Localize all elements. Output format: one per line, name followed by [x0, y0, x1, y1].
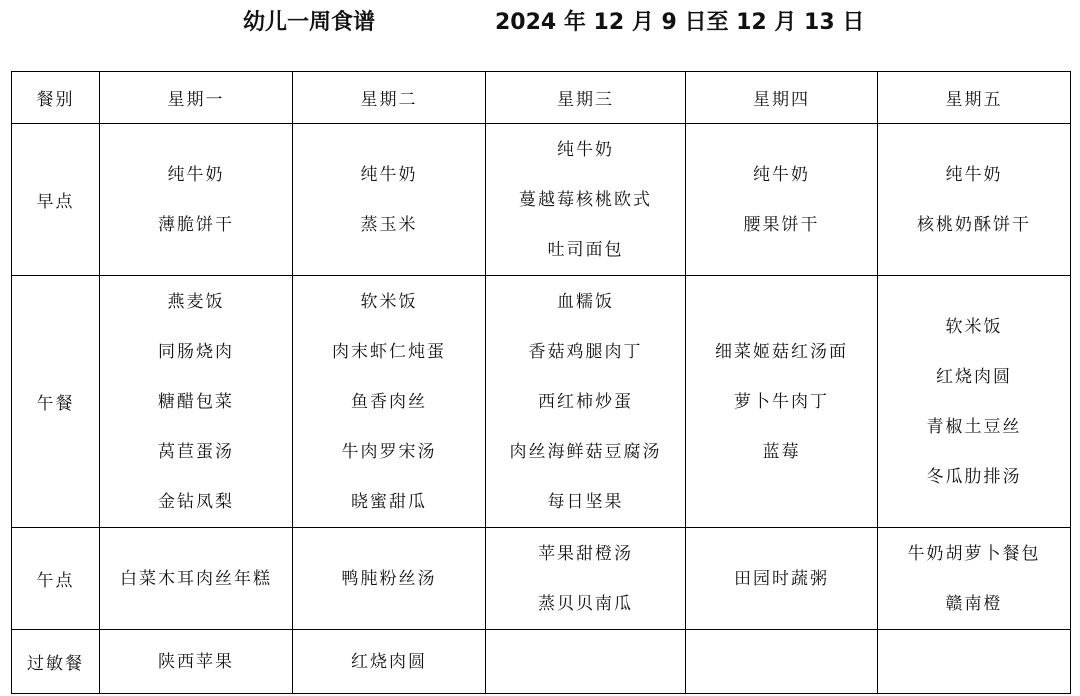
meal-label-allergy: 过敏餐	[12, 630, 100, 694]
menu-cell-snack-friday	[878, 528, 1071, 630]
dish: 蒸玉米	[360, 214, 418, 235]
menu-cell-breakfast-wednesday	[486, 124, 686, 276]
dish: 赣南橙	[945, 593, 1003, 614]
menu-cell-lunch-wednesday	[486, 276, 686, 528]
dish: 青椒土豆丝	[926, 416, 1022, 437]
menu-cell-snack-thursday	[686, 528, 878, 630]
dish: 冬瓜肋排汤	[926, 466, 1022, 487]
dish: 肉末虾仁炖蛋	[332, 341, 446, 362]
page-title: 幼儿一周食谱	[243, 10, 376, 35]
menu-cell-snack-monday	[100, 528, 293, 630]
table-row-afternoon-snack	[12, 528, 1071, 630]
table-row-allergy-meal	[12, 630, 1071, 694]
dish: 每日坚果	[547, 491, 624, 512]
dish: 西红柿炒蛋	[538, 391, 633, 412]
dish: 蒸贝贝南瓜	[538, 593, 633, 614]
dish: 白菜木耳肉丝年糕	[120, 568, 272, 589]
dish: 牛肉罗宋汤	[341, 441, 437, 462]
dish: 肉丝海鲜菇豆腐汤	[509, 441, 662, 462]
dish: 晓蜜甜瓜	[351, 491, 427, 512]
menu-cell-breakfast-tuesday	[293, 124, 486, 276]
page-header	[0, 6, 1080, 40]
dish: 吐司面包	[547, 239, 624, 260]
dish: 软米饭	[360, 291, 418, 312]
dish: 燕麦饭	[167, 291, 225, 312]
dish: 萝卜牛肉丁	[734, 391, 829, 412]
dish: 鱼香肉丝	[351, 391, 427, 412]
dish: 纯牛奶	[167, 164, 225, 185]
menu-cell-breakfast-thursday	[686, 124, 878, 276]
dish: 香菇鸡腿肉丁	[528, 341, 643, 362]
dish: 苹果甜橙汤	[538, 543, 633, 564]
dish: 核桃奶酥饼干	[917, 214, 1031, 235]
dish: 红烧肉圆	[936, 366, 1012, 387]
dish: 鸭肫粉丝汤	[341, 568, 437, 589]
dish: 田园时蔬粥	[734, 568, 829, 589]
menu-cell-lunch-thursday	[686, 276, 878, 528]
dish: 牛奶胡萝卜餐包	[907, 543, 1041, 564]
meal-label-afternoon-snack: 午点	[12, 528, 100, 630]
dish: 纯牛奶	[945, 164, 1003, 185]
dish: 软米饭	[945, 316, 1003, 337]
dish: 莴苣蛋汤	[158, 441, 234, 462]
column-header-wednesday: 星期三	[486, 72, 686, 124]
dish: 细菜姬菇红汤面	[715, 341, 848, 362]
column-header-monday: 星期一	[100, 72, 293, 124]
dish: 陕西苹果	[158, 651, 234, 672]
meal-label-breakfast: 早点	[12, 124, 100, 276]
column-header-tuesday: 星期二	[293, 72, 486, 124]
weekly-menu-table	[11, 71, 1071, 694]
dish: 蔓越莓核桃欧式	[519, 189, 652, 210]
menu-cell-lunch-tuesday	[293, 276, 486, 528]
menu-cell-snack-wednesday	[486, 528, 686, 630]
menu-cell-allergy-thursday	[686, 630, 878, 694]
dish: 红烧肉圆	[351, 651, 427, 672]
menu-cell-allergy-monday	[100, 630, 293, 694]
dish: 同肠烧肉	[158, 341, 234, 362]
menu-cell-lunch-friday	[878, 276, 1071, 528]
table-row-breakfast	[12, 124, 1071, 276]
dish: 腰果饼干	[743, 214, 820, 235]
dish: 蓝莓	[762, 441, 801, 462]
menu-cell-snack-tuesday	[293, 528, 486, 630]
menu-cell-allergy-wednesday	[486, 630, 686, 694]
dish: 薄脆饼干	[158, 214, 234, 235]
dish: 糖醋包菜	[158, 391, 234, 412]
table-header-row	[12, 72, 1071, 124]
date-range: 2024 年 12 月 9 日至 12 月 13 日	[495, 10, 865, 35]
menu-cell-allergy-tuesday	[293, 630, 486, 694]
table-row-lunch	[12, 276, 1071, 528]
column-header-thursday: 星期四	[686, 72, 878, 124]
column-header-meal: 餐别	[12, 72, 100, 124]
menu-cell-lunch-monday	[100, 276, 293, 528]
meal-label-lunch: 午餐	[12, 276, 100, 528]
dish: 纯牛奶	[557, 139, 614, 160]
dish: 纯牛奶	[360, 164, 418, 185]
dish: 纯牛奶	[753, 164, 810, 185]
column-header-friday: 星期五	[878, 72, 1071, 124]
menu-cell-breakfast-friday	[878, 124, 1071, 276]
dish: 金钻凤梨	[158, 491, 234, 512]
menu-cell-allergy-friday	[878, 630, 1071, 694]
dish: 血糯饭	[557, 291, 614, 312]
menu-cell-breakfast-monday	[100, 124, 293, 276]
